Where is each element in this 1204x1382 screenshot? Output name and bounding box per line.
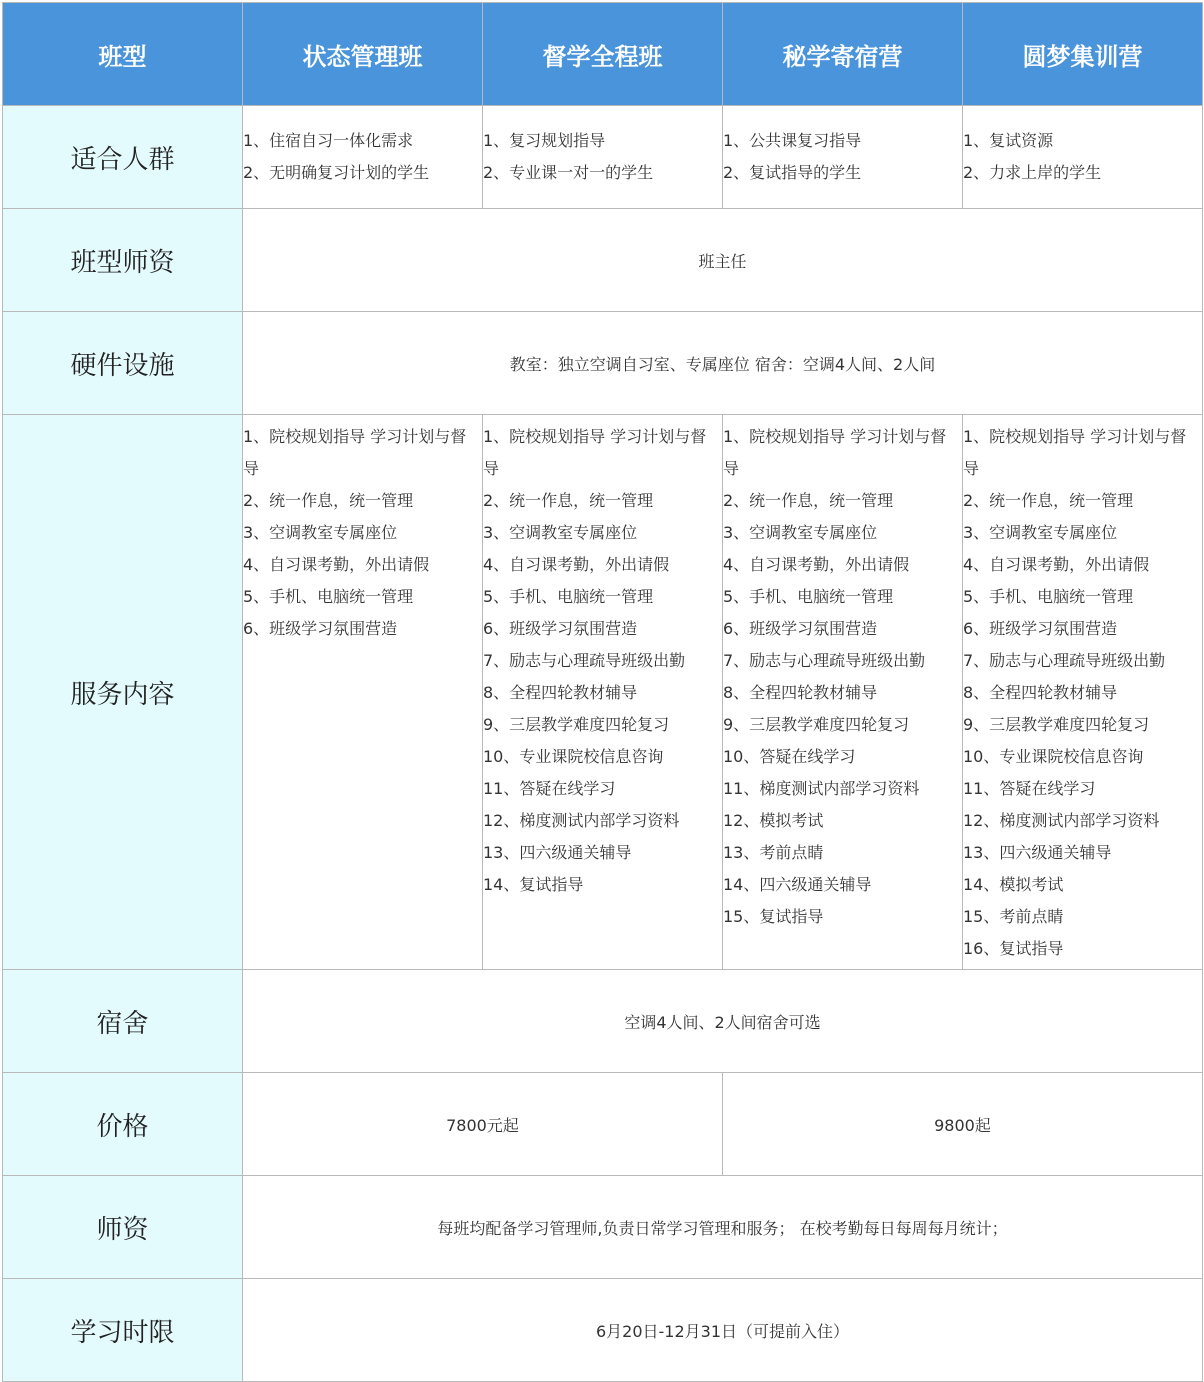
list-item: 1、院校规划指导 学习计划与督导 bbox=[243, 427, 467, 478]
label-price: 价格 bbox=[3, 1073, 243, 1176]
list-item: 4、自习课考勤，外出请假 bbox=[963, 555, 1150, 574]
list-item: 14、复试指导 bbox=[483, 875, 584, 894]
list-item: 9、三层教学难度四轮复习 bbox=[483, 715, 670, 734]
label-dorm: 宿舍 bbox=[3, 970, 243, 1073]
list-item: 11、答疑在线学习 bbox=[483, 779, 616, 798]
label-faculty: 师资 bbox=[3, 1176, 243, 1279]
list-item: 12、梯度测试内部学习资料 bbox=[963, 811, 1160, 830]
period-value: 6月20日-12月31日（可提前入住） bbox=[243, 1279, 1203, 1382]
list-item: 7、励志与心理疏导班级出勤 bbox=[483, 651, 686, 670]
list-item: 16、复试指导 bbox=[963, 939, 1064, 958]
label-facilities: 硬件设施 bbox=[3, 312, 243, 415]
list-item: 6、班级学习氛围营造 bbox=[483, 619, 638, 638]
list-item: 3、空调教室专属座位 bbox=[963, 523, 1118, 542]
dorm-value: 空调4人间、2人间宿舍可选 bbox=[243, 970, 1203, 1073]
list-item: 1、院校规划指导 学习计划与督导 bbox=[483, 427, 707, 478]
list-item: 12、模拟考试 bbox=[723, 811, 824, 830]
list-item: 2、力求上岸的学生 bbox=[963, 163, 1102, 182]
list-item: 1、住宿自习一体化需求 bbox=[243, 131, 414, 150]
list-item: 13、四六级通关辅导 bbox=[963, 843, 1112, 862]
row-dorm bbox=[3, 970, 1203, 1073]
list-item: 8、全程四轮教材辅导 bbox=[723, 683, 878, 702]
row-services bbox=[3, 415, 1203, 970]
class-comparison-table bbox=[2, 2, 1203, 1382]
price-value-basic: 7800元起 bbox=[243, 1073, 723, 1176]
audience-list bbox=[723, 125, 962, 189]
audience-list bbox=[243, 125, 482, 189]
list-item: 2、统一作息，统一管理 bbox=[723, 491, 894, 510]
list-item: 6、班级学习氛围营造 bbox=[963, 619, 1118, 638]
audience-list bbox=[483, 125, 722, 189]
list-item: 1、院校规划指导 学习计划与督导 bbox=[723, 427, 947, 478]
list-item: 3、空调教室专属座位 bbox=[243, 523, 398, 542]
list-item: 5、手机、电脑统一管理 bbox=[483, 587, 654, 606]
services-cell bbox=[483, 415, 723, 970]
list-item: 8、全程四轮教材辅导 bbox=[963, 683, 1118, 702]
services-list bbox=[483, 421, 722, 901]
list-item: 2、统一作息，统一管理 bbox=[483, 491, 654, 510]
row-period bbox=[3, 1279, 1203, 1382]
list-item: 13、考前点睛 bbox=[723, 843, 824, 862]
audience-list bbox=[963, 125, 1202, 189]
price-value-advanced: 9800起 bbox=[723, 1073, 1203, 1176]
list-item: 7、励志与心理疏导班级出勤 bbox=[963, 651, 1166, 670]
list-item: 10、答疑在线学习 bbox=[723, 747, 856, 766]
list-item: 10、专业课院校信息咨询 bbox=[963, 747, 1144, 766]
label-services: 服务内容 bbox=[3, 415, 243, 970]
services-cell bbox=[723, 415, 963, 970]
list-item: 8、全程四轮教材辅导 bbox=[483, 683, 638, 702]
list-item: 14、模拟考试 bbox=[963, 875, 1064, 894]
list-item: 6、班级学习氛围营造 bbox=[723, 619, 878, 638]
list-item: 4、自习课考勤，外出请假 bbox=[723, 555, 910, 574]
list-item: 9、三层教学难度四轮复习 bbox=[723, 715, 910, 734]
list-item: 5、手机、电脑统一管理 bbox=[963, 587, 1134, 606]
list-item: 14、四六级通关辅导 bbox=[723, 875, 872, 894]
list-item: 2、无明确复习计划的学生 bbox=[243, 163, 430, 182]
header-class-type: 班型 bbox=[3, 3, 243, 106]
faculty-value: 每班均配备学习管理师,负责日常学习管理和服务； 在校考勤每日每周每月统计； bbox=[243, 1176, 1203, 1279]
list-item: 1、院校规划指导 学习计划与督导 bbox=[963, 427, 1187, 478]
list-item: 2、专业课一对一的学生 bbox=[483, 163, 654, 182]
header-boarding-camp: 秘学寄宿营 bbox=[723, 3, 963, 106]
list-item: 1、复习规划指导 bbox=[483, 131, 606, 150]
services-cell bbox=[963, 415, 1203, 970]
services-cell bbox=[243, 415, 483, 970]
list-item: 5、手机、电脑统一管理 bbox=[723, 587, 894, 606]
teachers-value: 班主任 bbox=[243, 209, 1203, 312]
list-item: 2、统一作息，统一管理 bbox=[243, 491, 414, 510]
label-teachers: 班型师资 bbox=[3, 209, 243, 312]
list-item: 3、空调教室专属座位 bbox=[723, 523, 878, 542]
services-list bbox=[243, 421, 482, 645]
list-item: 4、自习课考勤，外出请假 bbox=[483, 555, 670, 574]
services-list bbox=[963, 421, 1202, 965]
header-supervised-full: 督学全程班 bbox=[483, 3, 723, 106]
audience-cell bbox=[963, 106, 1203, 209]
facilities-value: 教室：独立空调自习室、专属座位 宿舍：空调4人间、2人间 bbox=[243, 312, 1203, 415]
list-item: 12、梯度测试内部学习资料 bbox=[483, 811, 680, 830]
list-item: 10、专业课院校信息咨询 bbox=[483, 747, 664, 766]
row-teachers bbox=[3, 209, 1203, 312]
audience-cell bbox=[723, 106, 963, 209]
list-item: 6、班级学习氛围营造 bbox=[243, 619, 398, 638]
list-item: 5、手机、电脑统一管理 bbox=[243, 587, 414, 606]
label-audience: 适合人群 bbox=[3, 106, 243, 209]
header-dream-camp: 圆梦集训营 bbox=[963, 3, 1203, 106]
list-item: 1、公共课复习指导 bbox=[723, 131, 862, 150]
row-audience bbox=[3, 106, 1203, 209]
label-period: 学习时限 bbox=[3, 1279, 243, 1382]
list-item: 7、励志与心理疏导班级出勤 bbox=[723, 651, 926, 670]
list-item: 2、复试指导的学生 bbox=[723, 163, 862, 182]
row-facilities bbox=[3, 312, 1203, 415]
list-item: 9、三层教学难度四轮复习 bbox=[963, 715, 1150, 734]
list-item: 4、自习课考勤，外出请假 bbox=[243, 555, 430, 574]
audience-cell bbox=[243, 106, 483, 209]
list-item: 15、复试指导 bbox=[723, 907, 824, 926]
header-status-management: 状态管理班 bbox=[243, 3, 483, 106]
header-row bbox=[3, 3, 1203, 106]
audience-cell bbox=[483, 106, 723, 209]
list-item: 11、梯度测试内部学习资料 bbox=[723, 779, 920, 798]
row-price bbox=[3, 1073, 1203, 1176]
list-item: 2、统一作息，统一管理 bbox=[963, 491, 1134, 510]
list-item: 3、空调教室专属座位 bbox=[483, 523, 638, 542]
services-list bbox=[723, 421, 962, 933]
list-item: 13、四六级通关辅导 bbox=[483, 843, 632, 862]
list-item: 11、答疑在线学习 bbox=[963, 779, 1096, 798]
row-faculty bbox=[3, 1176, 1203, 1279]
list-item: 15、考前点睛 bbox=[963, 907, 1064, 926]
list-item: 1、复试资源 bbox=[963, 131, 1054, 150]
